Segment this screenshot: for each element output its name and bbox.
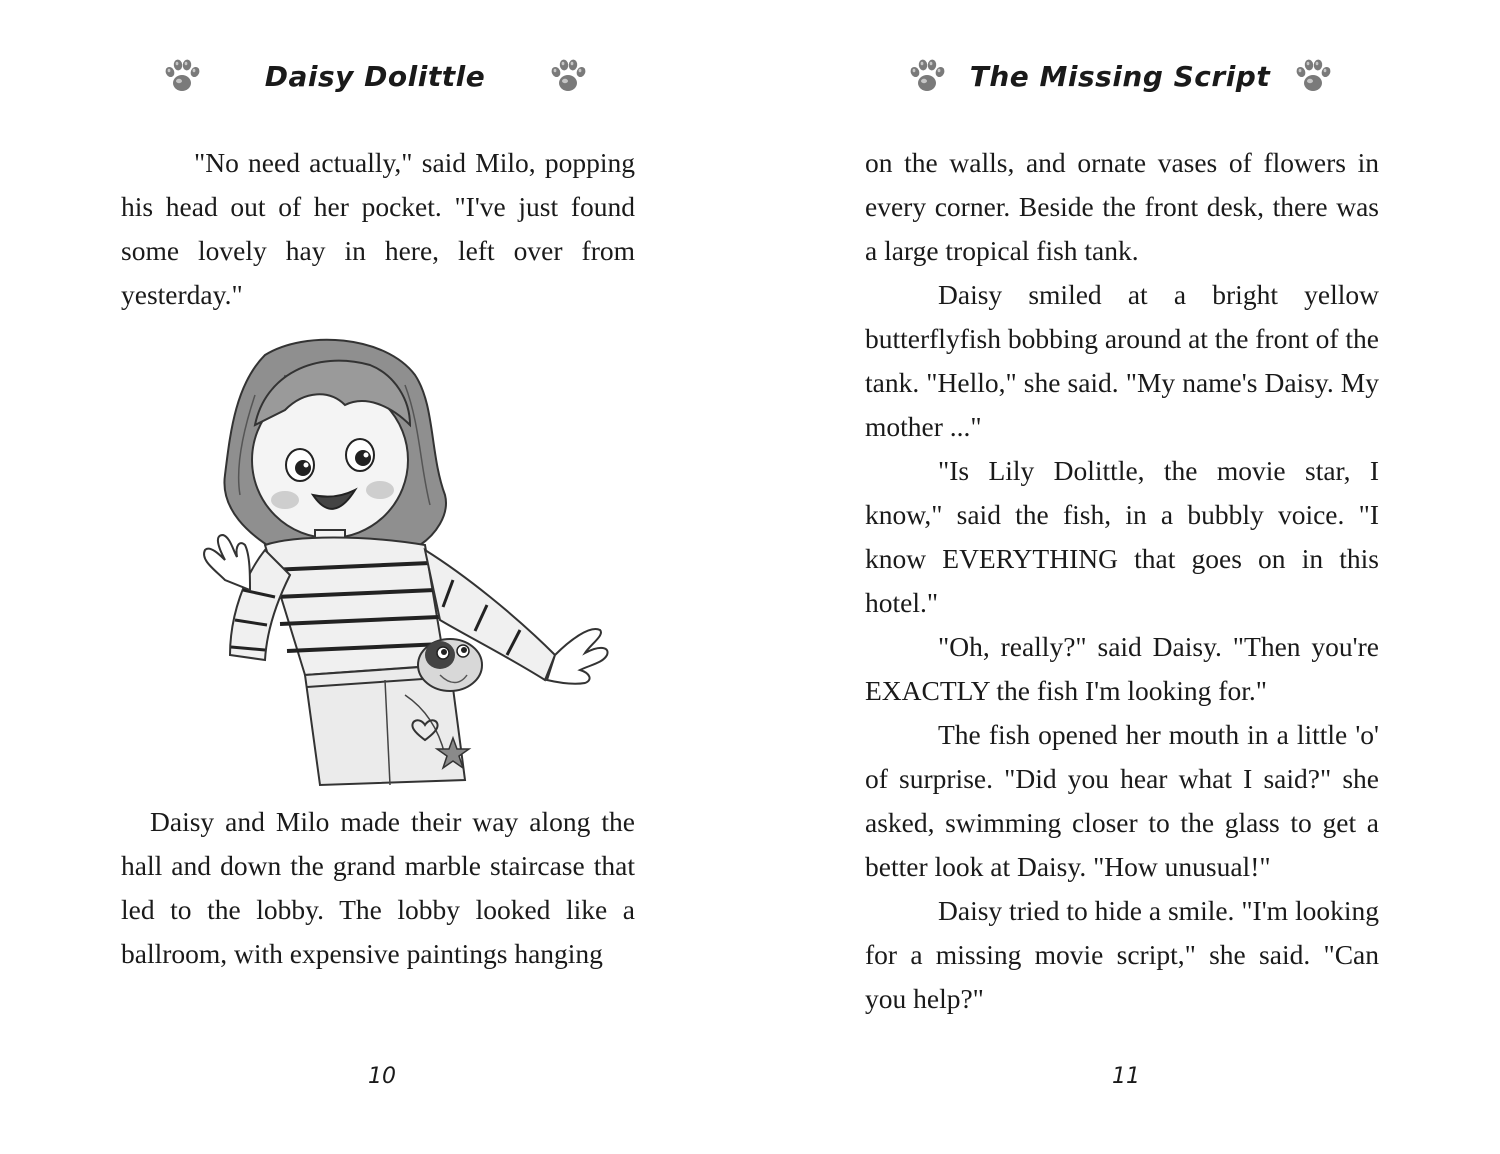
paw-print-icon <box>1291 54 1335 98</box>
paragraph: "Oh, really?" said Daisy. "Then you're EXACTLY the fish I'm looking for." <box>865 631 1379 706</box>
left-running-head <box>160 48 590 104</box>
paragraph: Daisy and Milo made their way along the hall and down the grand marble staircase that led to the lobby. The lobby looked like a ballroom, with expensive paintings hanging <box>121 806 635 969</box>
girl-with-guinea-pig-illustration <box>195 335 625 790</box>
running-head-title: Daisy Dolittle <box>264 59 486 93</box>
left-text-top <box>121 141 635 317</box>
paragraph: "No need actually," said Milo, popping his head out of her pocket. "I've just found some lovely hay in here, left over from yesterday." <box>121 147 635 310</box>
paragraph: on the walls, and ornate vases of flowers in every corner. Beside the front desk, there was a large tropical fish tank. <box>865 147 1379 266</box>
paw-print-icon <box>905 54 949 98</box>
right-running-head <box>905 48 1335 104</box>
paragraph: Daisy smiled at a bright yellow butterflyfish bobbing around at the front of the tank. "Hello," she said. "My name's Daisy. My mother ..." <box>865 279 1379 442</box>
paragraph: "Is Lily Dolittle, the movie star, I know," said the fish, in a bubbly voice. "I know EVERYTHING that goes on in this hotel." <box>865 455 1379 618</box>
paw-print-icon <box>546 54 590 98</box>
paragraph: Daisy tried to hide a smile. "I'm looking for a missing movie script," she said. "Can you help?" <box>865 895 1379 1014</box>
page-number: 11 <box>1112 1064 1140 1089</box>
paw-print-icon <box>160 54 204 98</box>
running-head-title: The Missing Script <box>969 59 1271 93</box>
left-text-bottom <box>121 800 635 976</box>
right-page <box>750 0 1500 1154</box>
right-text <box>865 141 1379 1021</box>
paragraph: The fish opened her mouth in a little 'o' of surprise. "Did you hear what I said?" she asked, swimming closer to the glass to get a better look at Daisy. "How unusual!" <box>865 719 1379 882</box>
page-number: 10 <box>368 1064 396 1089</box>
